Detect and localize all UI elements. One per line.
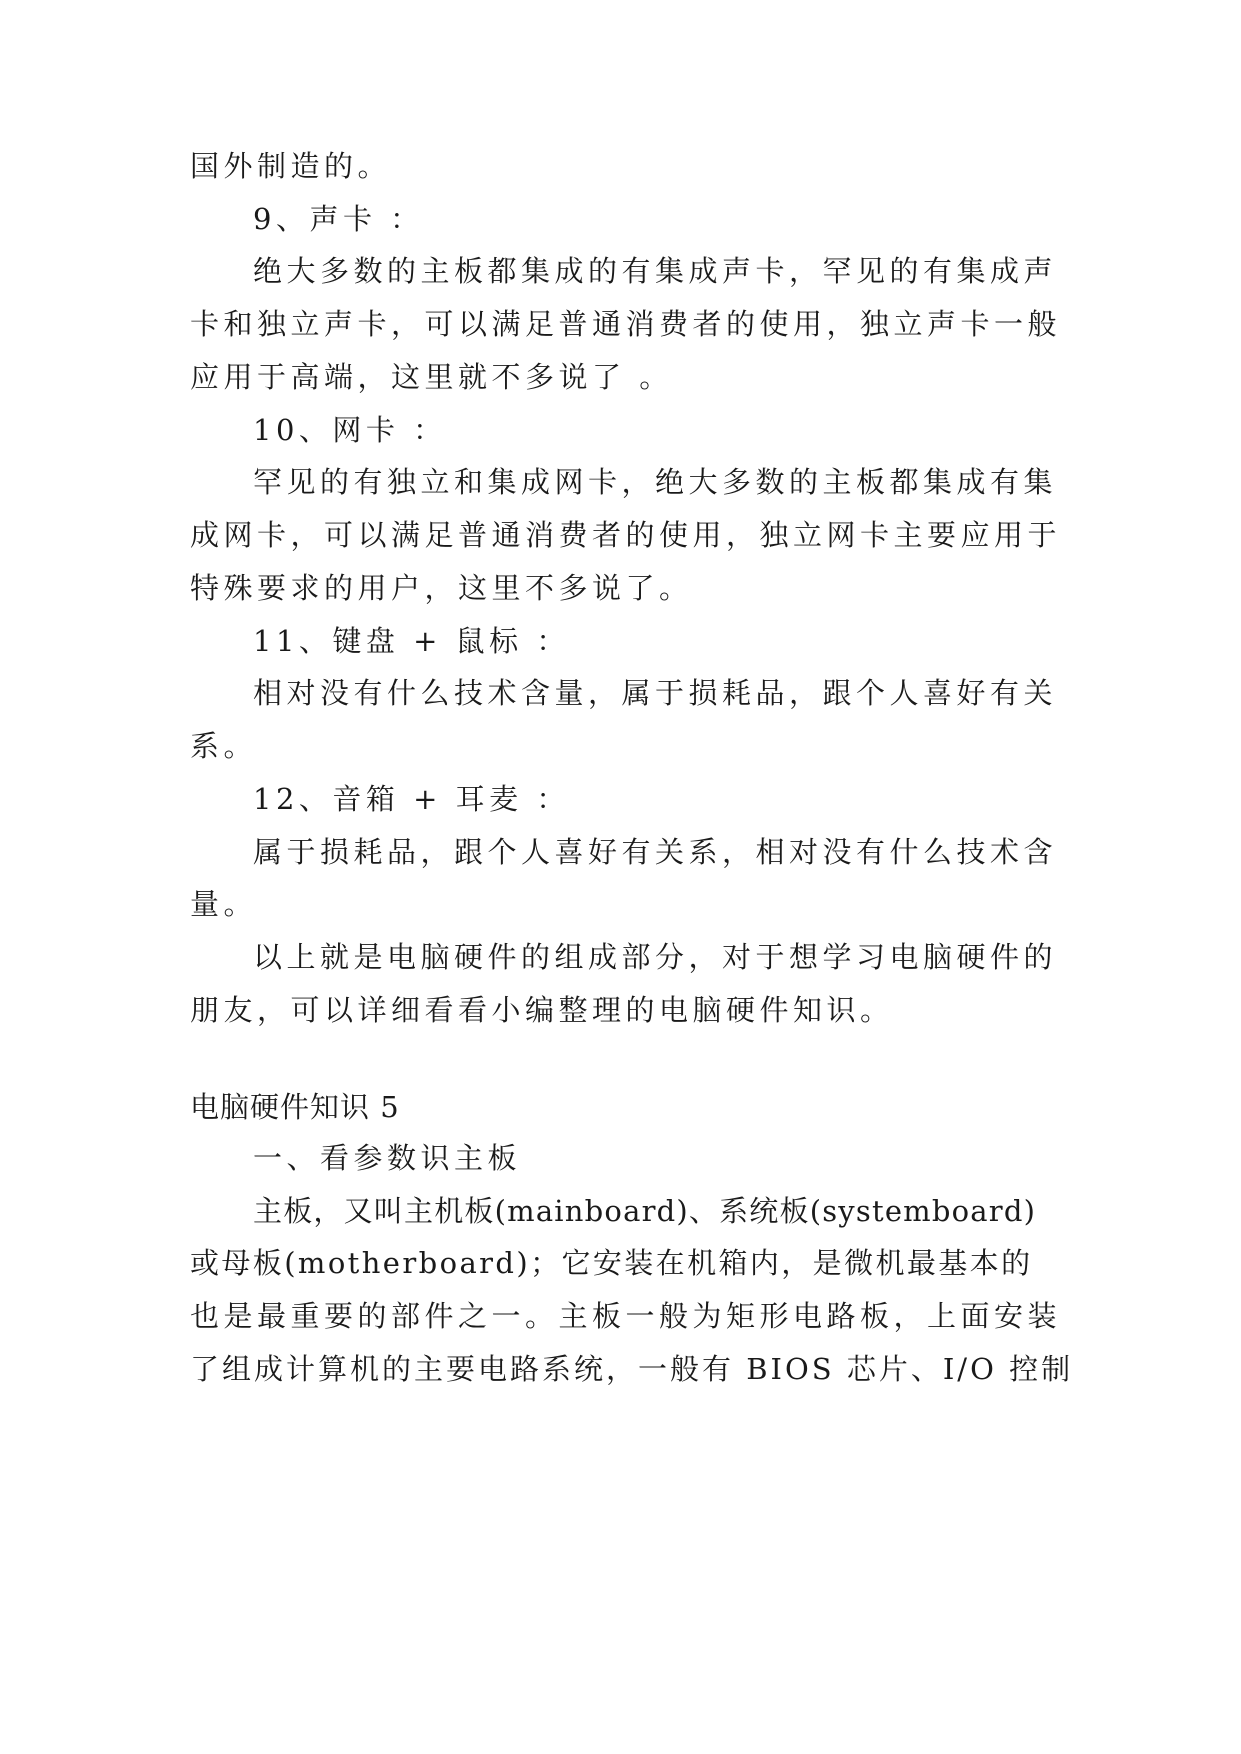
paragraph-line: 了组成计算机的主要电路系统，一般有 BIOS 芯片、I/O 控制 <box>190 1352 1074 1386</box>
paragraph-line: 成网卡，可以满足普通消费者的使用，独立网卡主要应用于 <box>190 518 1062 552</box>
section-heading: 9、声卡 ： <box>253 202 424 236</box>
paragraph-line: 应用于高端，这里就不多说了 。 <box>190 360 673 394</box>
paragraph-line: 罕见的有独立和集成网卡，绝大多数的主板都集成有集 <box>253 465 1058 499</box>
section-heading: 11、键盘 + 鼠标 ： <box>253 624 570 658</box>
section-heading: 10、网卡 ： <box>253 413 447 447</box>
paragraph-line: 量。 <box>190 887 258 921</box>
paragraph-line: 系。 <box>190 729 258 763</box>
paragraph-line: 或母板(motherboard)；它安装在机箱内，是微机最基本的 <box>190 1246 1033 1280</box>
paragraph-line: 属于损耗品，跟个人喜好有关系，相对没有什么技术含 <box>253 835 1058 869</box>
paragraph-line: 特殊要求的用户，这里不多说了。 <box>190 571 693 605</box>
subsection-heading: 一、看参数识主板 <box>253 1141 522 1175</box>
paragraph-line: 主板，又叫主机板(mainboard)、系统板(systemboard) <box>253 1194 1037 1228</box>
paragraph-line: 朋友，可以详细看看小编整理的电脑硬件知识。 <box>190 993 894 1027</box>
paragraph-line: 以上就是电脑硬件的组成部分，对于想学习电脑硬件的 <box>253 940 1058 974</box>
section-heading: 12、音箱 + 耳麦 ： <box>253 782 570 816</box>
paragraph-line: 也是最重要的部件之一。主板一般为矩形电路板，上面安装 <box>190 1299 1062 1333</box>
paragraph-line: 卡和独立声卡，可以满足普通消费者的使用，独立声卡一般 <box>190 307 1062 341</box>
paragraph-line: 国外制造的。 <box>190 149 392 183</box>
document-section-title: 电脑硬件知识 5 <box>190 1090 400 1124</box>
paragraph-line: 相对没有什么技术含量，属于损耗品，跟个人喜好有关 <box>253 676 1058 710</box>
paragraph-line: 绝大多数的主板都集成的有集成声卡，罕见的有集成声 <box>253 254 1058 288</box>
